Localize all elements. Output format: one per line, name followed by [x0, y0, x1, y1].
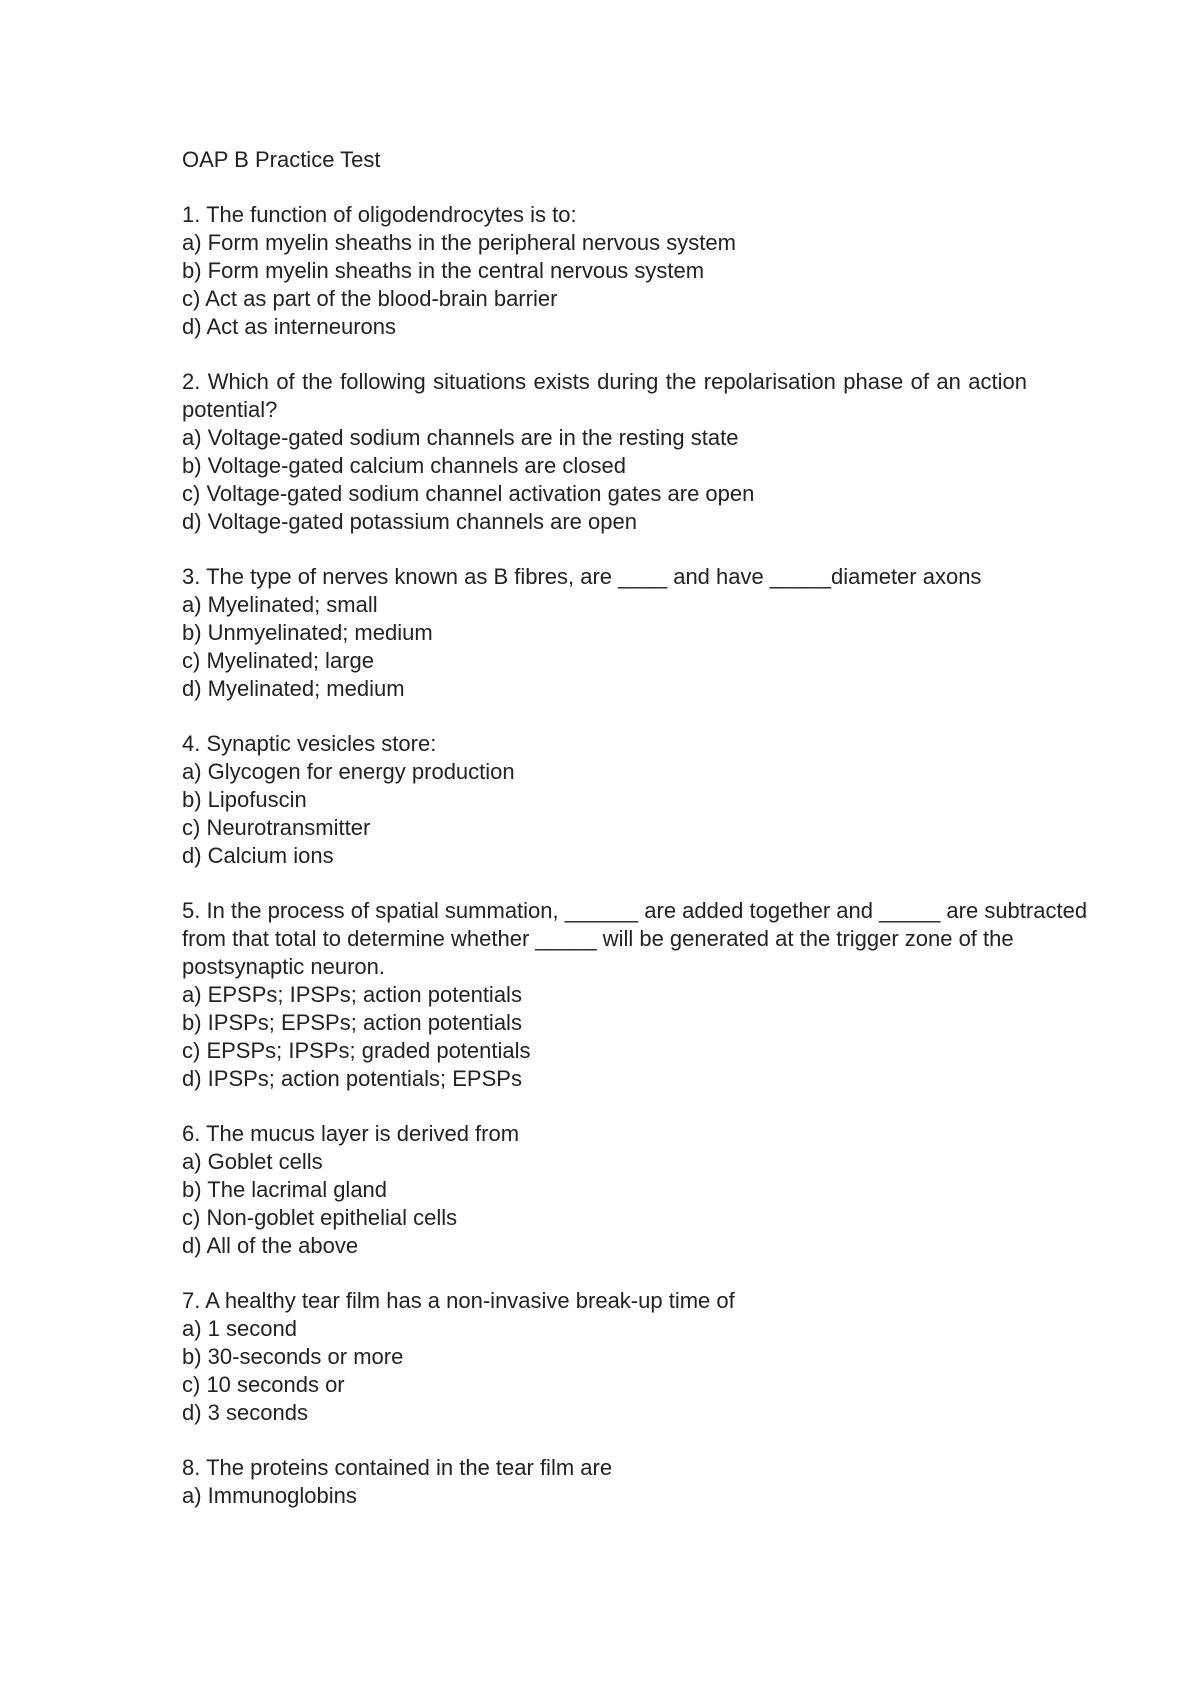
question-stem: 6. The mucus layer is derived from	[182, 1121, 520, 1146]
answer-option: c) Voltage-gated sodium channel activation gates are open	[182, 481, 755, 506]
question-5	[182, 897, 1102, 1093]
answer-option: d) All of the above	[182, 1233, 359, 1258]
answer-option: c) 10 seconds or	[182, 1372, 345, 1397]
question-7	[182, 1287, 1102, 1427]
answer-option: a) Myelinated; small	[182, 592, 378, 617]
answer-option: b) Voltage-gated calcium channels are closed	[182, 453, 626, 478]
question-1	[182, 201, 1102, 341]
answer-option: c) Non-goblet epithelial cells	[182, 1205, 458, 1230]
answer-option: a) Glycogen for energy production	[182, 759, 515, 784]
question-stem: 4. Synaptic vesicles store:	[182, 731, 437, 756]
question-stem: 1. The function of oligodendrocytes is to:	[182, 202, 577, 227]
answer-option: b) 30-seconds or more	[182, 1344, 404, 1369]
question-stem: 5. In the process of spatial summation, ______ are added together and _____ are subtracted from that total to determine whether _____ will be generated at the trigger zone of the postsynaptic neuron.	[182, 898, 1088, 979]
answer-option: a) Immunoglobins	[182, 1483, 357, 1508]
answer-option: a) Voltage-gated sodium channels are in the resting state	[182, 425, 739, 450]
question-stem: 8. The proteins contained in the tear film are	[182, 1455, 613, 1480]
document-title: OAP B Practice Test	[182, 147, 381, 172]
answer-option: b) Unmyelinated; medium	[182, 620, 433, 645]
answer-option: a) Form myelin sheaths in the peripheral nervous system	[182, 230, 736, 255]
answer-option: c) Myelinated; large	[182, 648, 374, 673]
answer-option: b) Form myelin sheaths in the central nervous system	[182, 258, 705, 283]
answer-option: d) Calcium ions	[182, 843, 334, 868]
answer-option: d) Myelinated; medium	[182, 676, 405, 701]
answer-option: c) EPSPs; IPSPs; graded potentials	[182, 1038, 531, 1063]
question-stem: 7. A healthy tear film has a non-invasive break-up time of	[182, 1288, 735, 1313]
answer-option: b) Lipofuscin	[182, 787, 307, 812]
answer-option: a) Goblet cells	[182, 1149, 323, 1174]
question-8	[182, 1454, 1102, 1510]
question-stem: 2. Which of the following situations exists during the repolarisation phase of an action potential?	[182, 369, 1027, 422]
answer-option: a) 1 second	[182, 1316, 297, 1341]
answer-option: d) Voltage-gated potassium channels are open	[182, 509, 637, 534]
answer-option: d) 3 seconds	[182, 1400, 308, 1425]
answer-option: a) EPSPs; IPSPs; action potentials	[182, 982, 522, 1007]
answer-option: b) IPSPs; EPSPs; action potentials	[182, 1010, 522, 1035]
document-page	[182, 146, 1102, 1537]
question-3	[182, 563, 1102, 703]
answer-option: c) Neurotransmitter	[182, 815, 371, 840]
question-stem: 3. The type of nerves known as B fibres, are ____ and have _____diameter axons	[182, 564, 982, 589]
answer-option: d) IPSPs; action potentials; EPSPs	[182, 1066, 522, 1091]
question-4	[182, 730, 1102, 870]
question-2	[182, 368, 1102, 536]
answer-option: b) The lacrimal gland	[182, 1177, 388, 1202]
question-6	[182, 1120, 1102, 1260]
answer-option: c) Act as part of the blood-brain barrier	[182, 286, 558, 311]
answer-option: d) Act as interneurons	[182, 314, 397, 339]
